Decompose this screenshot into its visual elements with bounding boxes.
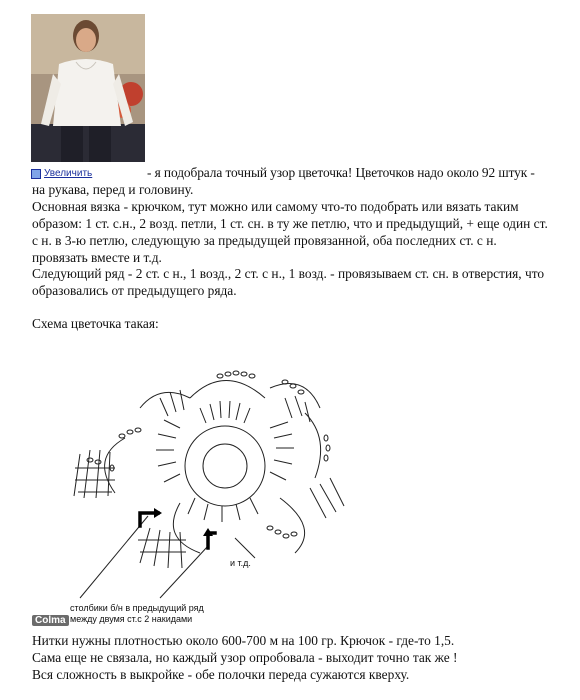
- crochet-diagram: [30, 368, 560, 628]
- main-line-1: Основная вязка - крючком, тут можно или самому что-то подобрать или вязать таким: [32, 199, 519, 214]
- main-line-6: образовались от предыдущего ряда.: [32, 283, 237, 298]
- main-line-2: образом: 1 ст. с.н., 2 возд. петли, 1 ст. сн. в ту же петлю, что и предыдущий, + еще один ст.: [32, 216, 548, 231]
- footer-line-3: Вся сложность в выкройке - обе полочки переда сужаются кверху.: [32, 667, 410, 682]
- zoom-icon: [31, 169, 41, 179]
- main-line-4: провязать вместе и т.д.: [32, 250, 162, 265]
- diagram-note-line-2: между двумя ст.с 2 накидами: [70, 614, 193, 624]
- model-photo-image: [31, 14, 145, 162]
- diagram-etc-label: и т.д.: [230, 558, 251, 568]
- scheme-label: Схема цветочка такая:: [32, 316, 159, 331]
- model-photo[interactable]: [31, 14, 145, 162]
- intro-line-2: на рукава, перед и головину.: [32, 182, 194, 197]
- intro-line-1: - я подобрала точный узор цветочка! Цветочков надо около 92 штук -: [147, 165, 535, 180]
- diagram-note-line-1: столбики б/н в предыдущий ряд: [70, 603, 204, 613]
- footer-line-1: Нитки нужны плотностью около 600-700 м на 100 гр. Крючок - где-то 1,5.: [32, 633, 455, 648]
- zoom-link[interactable]: [31, 168, 92, 179]
- footer-line-2: Сама еще не связала, но каждый узор опробовала - выходит точно так же !: [32, 650, 458, 665]
- main-line-3: с н. в 3-ю петлю, следующую за предыдущей провязанной, оба последних ст. с н.: [32, 233, 497, 248]
- watermark-logo: Colma: [32, 615, 69, 626]
- zoom-link-label: Увеличить: [44, 168, 93, 179]
- main-line-5: Следующий ряд - 2 ст. с н., 1 возд., 2 ст. с н., 1 возд. - провязываем ст. сн. в отверстия, что: [32, 266, 545, 281]
